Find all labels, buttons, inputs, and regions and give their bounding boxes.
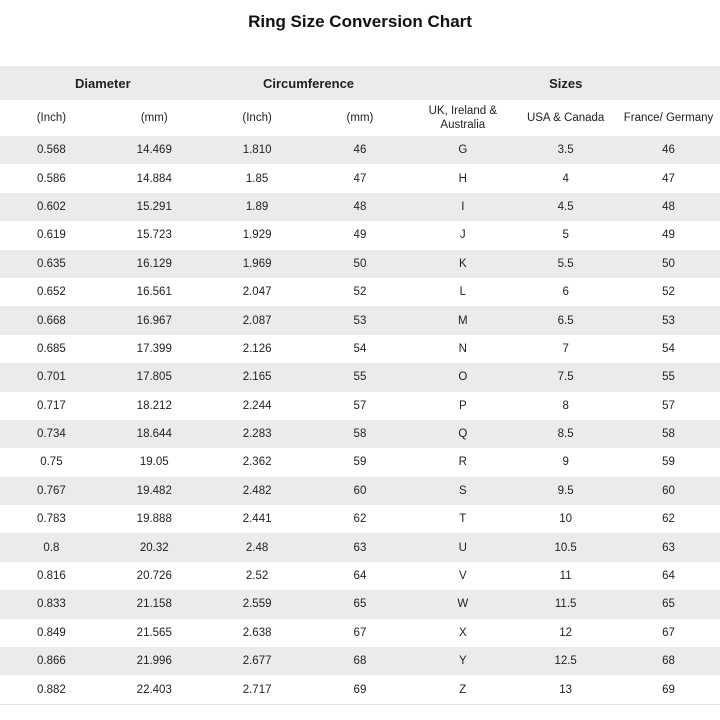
- table-cell: H: [458, 172, 467, 185]
- table-cell: 9.5: [557, 484, 574, 497]
- table-cell: 65: [662, 598, 675, 611]
- table-cell: 5: [562, 229, 569, 242]
- ring-size-conversion-table: [0, 66, 720, 705]
- table-cell: 48: [353, 200, 367, 213]
- table-row: [0, 619, 720, 647]
- table-cell: 50: [353, 257, 367, 270]
- table-row: [0, 363, 720, 391]
- table-cell: 14.469: [136, 144, 172, 157]
- table-cell: 1.929: [242, 229, 272, 242]
- table-row: [0, 647, 720, 675]
- table-cell: 1.85: [245, 172, 269, 185]
- table-cell: R: [458, 456, 467, 469]
- table-cell: 0.816: [37, 570, 66, 583]
- table-cell: 16.129: [136, 257, 172, 270]
- table-cell: 2.677: [242, 655, 272, 668]
- column-header-circumference-inch: (Inch): [206, 100, 309, 136]
- table-cell: 2.638: [242, 626, 272, 639]
- table-cell: 0.734: [37, 428, 66, 441]
- table-cell: 2.482: [242, 484, 272, 497]
- table-cell: 2.283: [242, 428, 272, 441]
- table-cell: 47: [353, 172, 367, 185]
- table-cell: X: [458, 626, 467, 639]
- table-row: [0, 392, 720, 420]
- table-cell: Z: [459, 683, 467, 696]
- table-cell: 10.5: [554, 541, 577, 554]
- table-cell: 50: [662, 257, 675, 270]
- table-cell: 0.701: [37, 371, 66, 384]
- table-cell: 0.849: [37, 626, 66, 639]
- column-header-france-germany: France/ Germany: [617, 100, 720, 136]
- table-row: [0, 193, 720, 221]
- table-cell: 54: [353, 342, 367, 355]
- table-cell: 0.717: [37, 399, 66, 412]
- table-cell: 55: [353, 371, 367, 384]
- table-cell: 8.5: [557, 428, 574, 441]
- table-cell: 57: [353, 399, 367, 412]
- table-cell: 9: [562, 456, 569, 469]
- table-cell: 63: [353, 541, 367, 554]
- table-cell: 65: [353, 598, 367, 611]
- table-row: [0, 590, 720, 618]
- table-cell: 15.291: [136, 200, 172, 213]
- table-cell: 48: [662, 200, 675, 213]
- table-cell: S: [458, 484, 467, 497]
- table-row: [0, 420, 720, 448]
- table-cell: 0.619: [37, 229, 66, 242]
- table-cell: 0.652: [37, 286, 66, 299]
- table-row: [0, 562, 720, 590]
- table-cell: 49: [662, 229, 675, 242]
- table-cell: 0.685: [37, 342, 66, 355]
- group-header-row: [0, 66, 720, 100]
- table-cell: G: [458, 144, 468, 157]
- table-cell: 6: [562, 286, 569, 299]
- table-cell: 64: [662, 570, 675, 583]
- table-cell: 12: [559, 626, 573, 639]
- table-row: [0, 675, 720, 704]
- table-cell: P: [458, 399, 467, 412]
- table-cell: 2.441: [242, 513, 272, 526]
- table-cell: 0.866: [37, 655, 66, 668]
- table-row: [0, 278, 720, 306]
- table-cell: U: [458, 541, 467, 554]
- table-cell: 18.644: [136, 428, 172, 441]
- table-cell: 0.75: [40, 456, 63, 469]
- table-cell: Y: [458, 655, 467, 668]
- table-cell: 55: [662, 371, 675, 384]
- column-header-usa-canada: USA & Canada: [514, 100, 617, 136]
- table-cell: 2.165: [242, 371, 272, 384]
- table-cell: 1.810: [242, 144, 272, 157]
- table-cell: T: [459, 513, 467, 526]
- table-cell: 21.158: [136, 598, 172, 611]
- table-cell: 16.967: [136, 314, 172, 327]
- table-cell: 0.568: [37, 144, 66, 157]
- table-cell: 49: [353, 229, 367, 242]
- table-cell: V: [458, 570, 467, 583]
- table-cell: 67: [662, 626, 675, 639]
- table-row: [0, 477, 720, 505]
- table-cell: 15.723: [136, 229, 172, 242]
- table-cell: W: [457, 598, 469, 611]
- table-cell: 19.05: [139, 456, 169, 469]
- table-row: [0, 306, 720, 334]
- table-cell: 62: [662, 513, 675, 526]
- table-cell: 17.399: [136, 342, 172, 355]
- table-cell: 64: [353, 570, 367, 583]
- table-cell: 10: [559, 513, 573, 526]
- table-cell: 46: [662, 144, 675, 157]
- table-cell: 53: [662, 314, 675, 327]
- table-cell: J: [459, 229, 466, 242]
- table-cell: 68: [353, 655, 367, 668]
- table-cell: 21.996: [136, 655, 172, 668]
- table-cell: 8: [562, 399, 569, 412]
- table-row: [0, 448, 720, 476]
- table-cell: 4: [562, 172, 569, 185]
- group-header-sizes: Sizes: [411, 66, 720, 100]
- table-cell: 2.126: [242, 342, 272, 355]
- table-cell: 2.717: [242, 683, 272, 696]
- table-cell: 52: [662, 286, 675, 299]
- table-cell: 2.047: [242, 286, 272, 299]
- table-cell: 52: [353, 286, 367, 299]
- table-cell: 57: [662, 399, 675, 412]
- table-cell: 47: [662, 172, 675, 185]
- column-header-diameter-inch: (Inch): [0, 100, 103, 136]
- table-cell: 53: [353, 314, 367, 327]
- page-title: Ring Size Conversion Chart: [248, 12, 472, 31]
- table-cell: 0.882: [37, 683, 66, 696]
- table-cell: 0.586: [37, 172, 66, 185]
- table-cell: 12.5: [554, 655, 577, 668]
- table-cell: 4.5: [557, 200, 574, 213]
- table-cell: 0.833: [37, 598, 66, 611]
- table-cell: I: [461, 200, 465, 213]
- table-cell: 60: [662, 484, 675, 497]
- table-cell: 13: [559, 683, 573, 696]
- table-cell: 59: [662, 456, 675, 469]
- table-cell: 69: [353, 683, 367, 696]
- group-header-circumference: Circumference: [206, 66, 412, 100]
- table-cell: 3.5: [557, 144, 574, 157]
- table-cell: L: [459, 286, 466, 299]
- table-cell: 20.32: [139, 541, 169, 554]
- table-cell: 2.559: [242, 598, 272, 611]
- table-row: [0, 505, 720, 533]
- table-cell: 68: [662, 655, 675, 668]
- table-cell: M: [458, 314, 468, 327]
- table-cell: N: [458, 342, 467, 355]
- table-row: [0, 335, 720, 363]
- table-cell: K: [458, 257, 467, 270]
- table-cell: 16.561: [136, 286, 172, 299]
- table-row: [0, 533, 720, 561]
- table-cell: 11: [559, 570, 572, 583]
- column-header-circumference-mm: (mm): [309, 100, 412, 136]
- table-cell: 22.403: [136, 683, 172, 696]
- table-header: [0, 66, 720, 136]
- table-cell: 1.89: [245, 200, 269, 213]
- column-header-diameter-mm: (mm): [103, 100, 206, 136]
- table-cell: Q: [458, 428, 468, 441]
- table-cell: 58: [353, 428, 367, 441]
- table-body: [0, 136, 720, 704]
- table-cell: 58: [662, 428, 675, 441]
- table-cell: 2.087: [242, 314, 272, 327]
- table-cell: 54: [662, 342, 675, 355]
- table-cell: 46: [353, 144, 367, 157]
- table-cell: 0.668: [37, 314, 66, 327]
- table-cell: 67: [353, 626, 367, 639]
- column-header-row: [0, 100, 720, 136]
- table-cell: 2.244: [242, 399, 272, 412]
- group-header-diameter: Diameter: [0, 66, 206, 100]
- table-cell: 0.635: [37, 257, 66, 270]
- table-cell: 17.805: [136, 371, 172, 384]
- table-cell: 59: [353, 456, 367, 469]
- table-cell: 0.602: [37, 200, 66, 213]
- table-cell: 2.48: [245, 541, 269, 554]
- table-row: [0, 250, 720, 278]
- table-cell: 19.888: [136, 513, 172, 526]
- table-cell: 20.726: [136, 570, 172, 583]
- table-cell: 11.5: [554, 598, 577, 611]
- table-cell: 63: [662, 541, 675, 554]
- table-cell: 18.212: [136, 399, 172, 412]
- column-header-uk-ireland-australia: UK, Ireland & Australia: [411, 100, 514, 136]
- table-cell: 6.5: [557, 314, 574, 327]
- table-cell: 5.5: [557, 257, 574, 270]
- table-cell: 1.969: [242, 257, 272, 270]
- table-row: [0, 164, 720, 192]
- table-cell: 60: [353, 484, 367, 497]
- table-cell: 0.767: [37, 484, 66, 497]
- table-cell: 0.8: [43, 541, 60, 554]
- table-cell: 2.362: [242, 456, 272, 469]
- table-row: [0, 221, 720, 249]
- table-cell: O: [458, 371, 468, 384]
- table-cell: 69: [662, 683, 675, 696]
- table-cell: 14.884: [136, 172, 172, 185]
- table-cell: 0.783: [37, 513, 66, 526]
- table-cell: 19.482: [136, 484, 172, 497]
- table-cell: 7.5: [557, 371, 574, 384]
- table-cell: 62: [353, 513, 367, 526]
- table-cell: 2.52: [245, 570, 269, 583]
- table-cell: 7: [562, 342, 569, 355]
- table-row: [0, 136, 720, 164]
- table-cell: 21.565: [136, 626, 172, 639]
